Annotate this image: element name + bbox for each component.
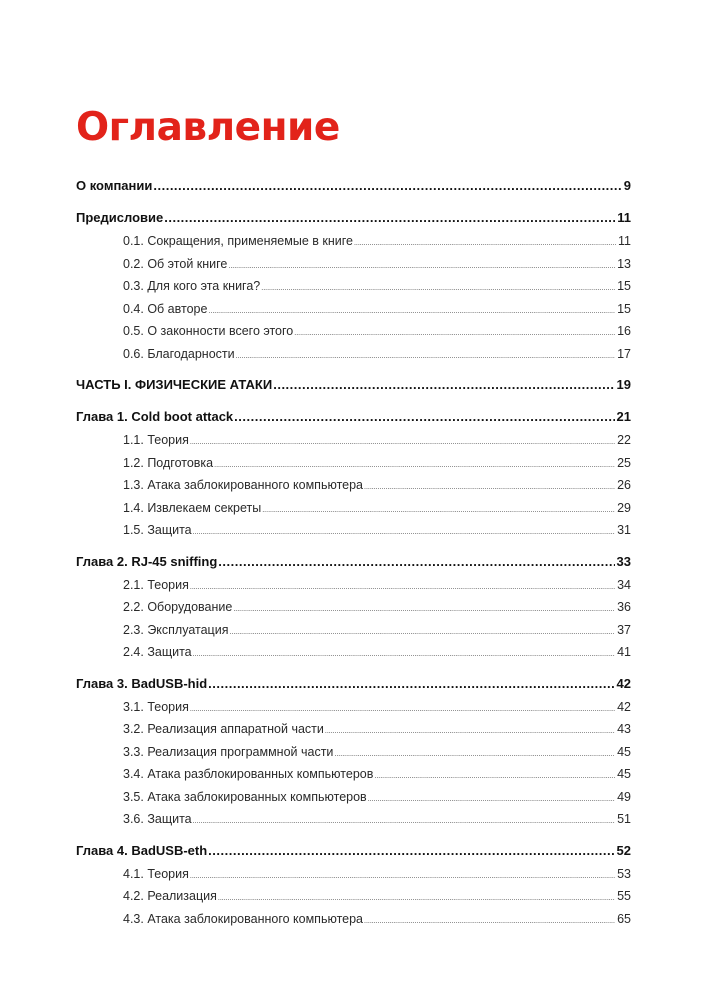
toc-entry-label: 2.4. Защита	[123, 645, 192, 659]
toc-entry-label: 0.5. О законности всего этого	[123, 324, 294, 338]
toc-page-number: 11	[617, 210, 631, 225]
dot-leader	[218, 550, 614, 574]
toc-entry-label: 0.2. Об этой книге	[123, 256, 228, 271]
toc-page-number: 9	[623, 178, 631, 193]
toc-page-number: 15	[617, 279, 631, 293]
dot-leader	[354, 230, 616, 253]
toc-section-entry[interactable]	[76, 863, 631, 886]
toc-section-entry[interactable]	[76, 320, 631, 343]
table-of-contents	[76, 174, 631, 930]
toc-section-entry[interactable]	[76, 619, 631, 642]
toc-entry-label: Предисловие	[76, 210, 164, 225]
toc-entry-label: О компании	[76, 178, 153, 193]
dot-leader	[190, 696, 615, 719]
toc-entry-label: 4.3. Атака заблокированного компьютера	[123, 911, 364, 926]
toc-section-entry[interactable]	[76, 908, 631, 931]
toc-page-number: 53	[617, 866, 631, 881]
toc-section-entry[interactable]	[76, 230, 631, 253]
toc-entry-label: 0.6. Благодарности	[123, 346, 235, 361]
toc-page-number: 19	[616, 377, 631, 392]
toc-entry-label: 1.1. Теория	[123, 433, 189, 447]
dot-leader	[229, 619, 615, 642]
toc-entry-label: 2.3. Эксплуатация	[123, 622, 229, 637]
toc-page-number: 65	[617, 911, 631, 926]
toc-section-entry[interactable]	[76, 641, 631, 664]
page-title: Оглавление	[76, 105, 340, 150]
dot-leader	[193, 519, 615, 542]
toc-page-number: 11	[618, 234, 631, 248]
toc-entry-label: 1.3. Атака заблокированного компьютера	[123, 478, 364, 492]
dot-leader	[261, 275, 615, 298]
toc-chapter-entry[interactable]	[76, 206, 631, 230]
toc-entry-label: 4.2. Реализация	[123, 889, 217, 903]
toc-section-entry[interactable]	[76, 808, 631, 831]
toc-section-entry[interactable]	[76, 497, 631, 520]
toc-entry-label: 2.1. Теория	[123, 577, 189, 592]
toc-section-entry[interactable]	[76, 763, 631, 786]
toc-page-number: 36	[617, 600, 631, 614]
toc-page-number: 52	[616, 842, 631, 858]
toc-page-number: 37	[617, 622, 631, 637]
toc-entry-label: 1.2. Подготовка	[123, 455, 214, 470]
toc-section-entry[interactable]	[76, 519, 631, 542]
toc-page-number: 13	[617, 256, 631, 271]
toc-entry-label: Глава 2. RJ-45 sniffing	[76, 553, 218, 569]
toc-chapter-entry[interactable]	[76, 405, 631, 429]
toc-section-entry[interactable]	[76, 596, 631, 619]
toc-section-entry[interactable]	[76, 452, 631, 475]
toc-page-number: 26	[617, 478, 631, 492]
toc-chapter-entry[interactable]	[76, 672, 631, 696]
toc-page-number: 55	[617, 889, 631, 903]
toc-section-entry[interactable]	[76, 429, 631, 452]
toc-chapter-entry[interactable]	[76, 174, 631, 198]
dot-leader	[164, 206, 615, 230]
toc-entry-label: ЧАСТЬ I. ФИЗИЧЕСКИЕ АТАКИ	[76, 377, 273, 392]
toc-section-entry[interactable]	[76, 696, 631, 719]
toc-chapter-entry[interactable]	[76, 373, 631, 397]
toc-page-number: 33	[616, 553, 631, 569]
toc-entry-label: 3.4. Атака разблокированных компьютеров	[123, 767, 374, 781]
toc-page-number: 42	[617, 699, 631, 714]
dot-leader	[208, 298, 615, 321]
toc-page-number: 41	[617, 645, 631, 659]
toc-page-number: 22	[617, 433, 631, 447]
toc-section-entry[interactable]	[76, 718, 631, 741]
dot-leader	[190, 574, 615, 597]
toc-entry-label: 3.1. Теория	[123, 699, 189, 714]
toc-page-number: 21	[616, 409, 631, 424]
dot-leader	[273, 373, 614, 397]
toc-page-number: 45	[617, 767, 631, 781]
toc-entry-label: 0.3. Для кого эта книга?	[123, 279, 261, 293]
toc-entry-label: 2.2. Оборудование	[123, 600, 233, 614]
dot-leader	[294, 320, 615, 343]
toc-section-entry[interactable]	[76, 786, 631, 809]
dot-leader	[364, 908, 615, 931]
toc-page-number: 45	[617, 744, 631, 759]
toc-section-entry[interactable]	[76, 298, 631, 321]
toc-page-number: 42	[616, 675, 631, 691]
toc-section-entry[interactable]	[76, 885, 631, 908]
toc-entry-label: 0.1. Сокращения, применяемые в книге	[123, 234, 353, 248]
toc-section-entry[interactable]	[76, 741, 631, 764]
toc-section-entry[interactable]	[76, 574, 631, 597]
toc-entry-label: 1.5. Защита	[123, 523, 192, 537]
toc-section-entry[interactable]	[76, 275, 631, 298]
dot-leader	[334, 741, 615, 764]
dot-leader	[153, 174, 621, 198]
toc-page-number: 29	[617, 500, 631, 515]
dot-leader	[193, 808, 615, 831]
dot-leader	[364, 474, 615, 497]
toc-page-number: 15	[617, 301, 631, 316]
toc-page-number: 17	[617, 346, 631, 361]
dot-leader	[262, 497, 615, 520]
dot-leader	[233, 596, 615, 619]
dot-leader	[368, 786, 615, 809]
dot-leader	[218, 885, 615, 908]
toc-entry-label: 3.5. Атака заблокированных компьютеров	[123, 789, 367, 804]
dot-leader	[325, 718, 615, 741]
toc-entry-label: Глава 3. BadUSB-hid	[76, 675, 208, 691]
toc-entry-label: 4.1. Теория	[123, 866, 189, 881]
dot-leader	[214, 452, 615, 475]
toc-chapter-entry[interactable]	[76, 839, 631, 863]
dot-leader	[193, 641, 615, 664]
toc-entry-label: 3.6. Защита	[123, 812, 192, 826]
toc-page-number: 25	[617, 455, 631, 470]
toc-entry-label: Глава 1. Cold boot attack	[76, 409, 234, 424]
toc-entry-label: 0.4. Об авторе	[123, 301, 208, 316]
toc-section-entry[interactable]	[76, 474, 631, 497]
dot-leader	[228, 253, 615, 276]
dot-leader	[208, 839, 614, 863]
dot-leader	[236, 343, 615, 366]
toc-page-number: 43	[617, 722, 631, 736]
toc-entry-label: 3.2. Реализация аппаратной части	[123, 722, 324, 736]
toc-page-number: 16	[617, 324, 631, 338]
toc-entry-label: 1.4. Извлекаем секреты	[123, 500, 262, 515]
dot-leader	[190, 429, 615, 452]
dot-leader	[208, 672, 614, 696]
toc-entry-label: Глава 4. BadUSB-eth	[76, 842, 208, 858]
toc-section-entry[interactable]	[76, 253, 631, 276]
toc-page-number: 34	[617, 577, 631, 592]
dot-leader	[190, 863, 615, 886]
toc-section-entry[interactable]	[76, 343, 631, 366]
dot-leader	[234, 405, 614, 429]
toc-page-number: 31	[617, 523, 631, 537]
toc-chapter-entry[interactable]	[76, 550, 631, 574]
toc-entry-label: 3.3. Реализация программной части	[123, 744, 334, 759]
toc-page-number: 49	[617, 789, 631, 804]
dot-leader	[374, 763, 615, 786]
toc-page-number: 51	[617, 812, 631, 826]
